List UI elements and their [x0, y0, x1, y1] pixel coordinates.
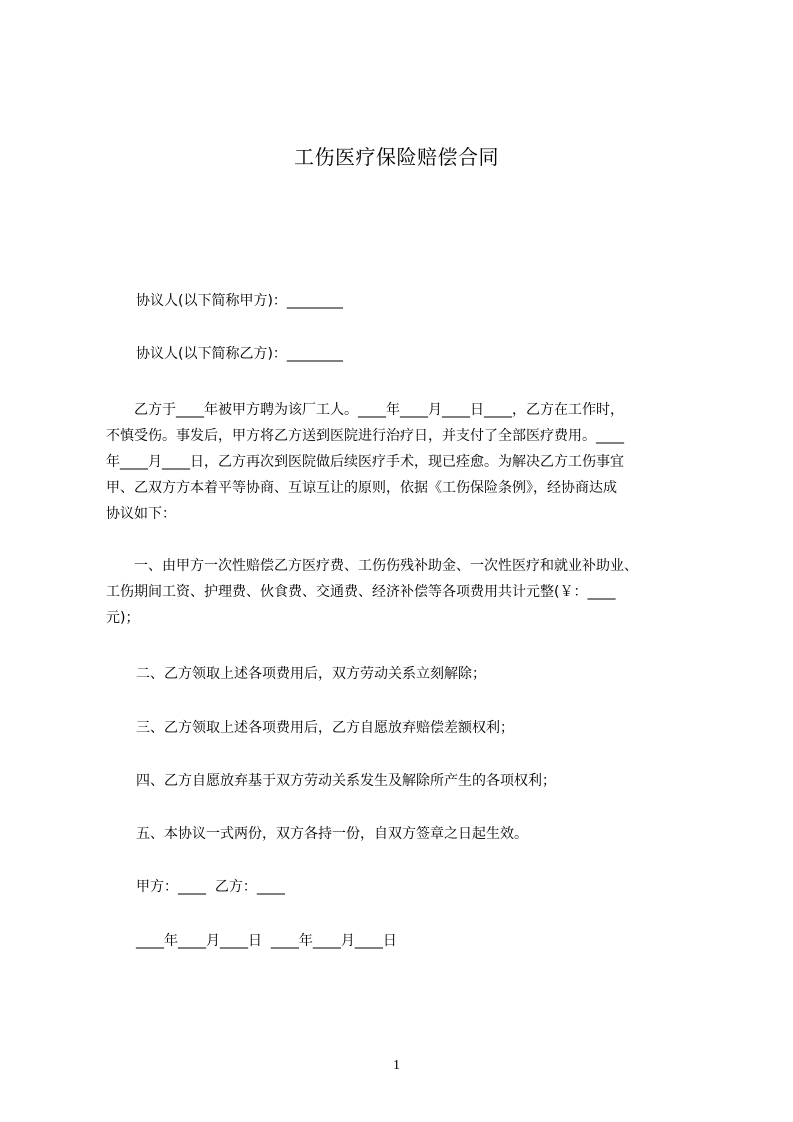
- clause-5: 五、本协议一式两份，双方各持一份，自双方签章之日起生效。: [136, 826, 528, 842]
- clause-4: 四、乙方自愿放弃基于双方劳动关系发生及解除所产生的各项权利；: [136, 773, 556, 789]
- page-number: 1: [393, 1058, 400, 1073]
- clause-1: 一、由甲方一次性赔偿乙方医疗费、工伤伤残补助金、一次性医疗和就业补助业、 工伤期间工资、护理费、伙食费、交通费、经济补偿等各项费用共计元整(￥：____ 元)；: [106, 558, 638, 626]
- party-a-line: 协议人(以下简称甲方)：________: [136, 293, 343, 309]
- preamble-paragraph: 乙方于____年被甲方聘为该厂工人。____年____月____日____，乙方在工作时， 不慎受伤。事发后，甲方将乙方送到医院进行治疗日，并支付了全部医疗费用。____ 年____月____日，乙方再次到医院做后续医疗手术，现已痊愈。为解决乙方工伤事宜 甲、乙双方方本着平等协商、互谅互让的原则，依据《工伤保险条例》，经协商达成 协议如下：: [106, 402, 624, 522]
- document-title: 工伤医疗保险赔偿合同: [294, 145, 499, 169]
- signature-line: 甲方：____ 乙方：____: [136, 879, 285, 895]
- clause-3: 三、乙方领取上述各项费用后，乙方自愿放弃赔偿差额权利；: [136, 720, 514, 736]
- clause-2: 二、乙方领取上述各项费用后，双方劳动关系立刻解除；: [136, 666, 486, 682]
- party-b-line: 协议人(以下简称乙方)：________: [136, 346, 343, 362]
- date-line: ____年____月____日 ____年____月____日: [136, 933, 397, 949]
